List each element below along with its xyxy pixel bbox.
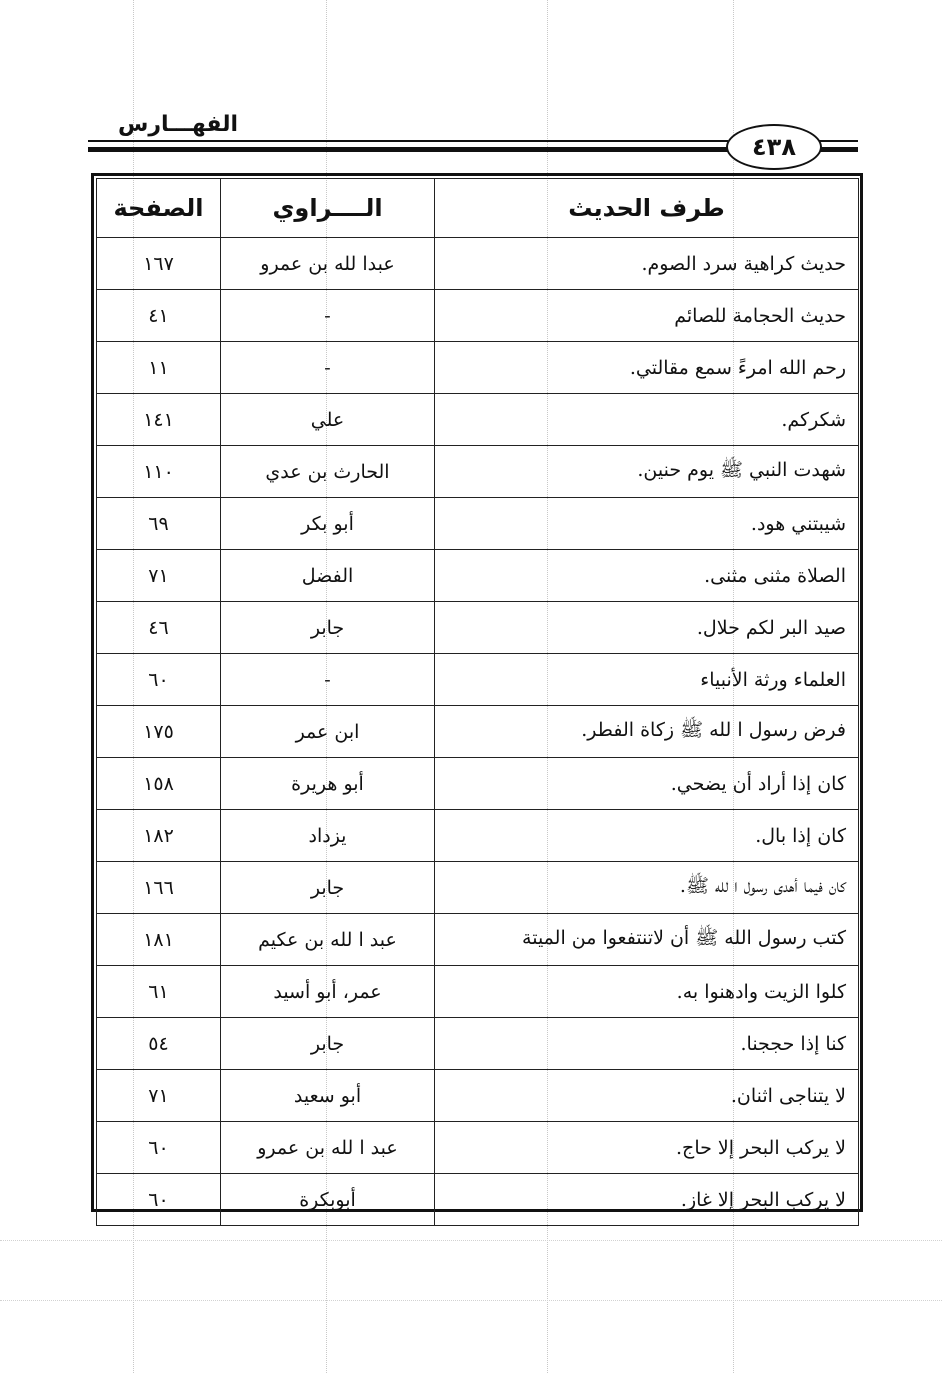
narrator-cell: يزداد	[221, 810, 435, 862]
scan-guide-line	[0, 1300, 942, 1301]
page-cell: ٥٤	[97, 1018, 221, 1070]
narrator-cell: أبو بكر	[221, 498, 435, 550]
narrator-cell: ابن عمر	[221, 706, 435, 758]
hadith-cell: كان فيما أهدى رسول ا لله ﷺ.	[435, 862, 859, 914]
page-number: ٤٣٨	[726, 124, 822, 170]
scan-guide-line	[0, 1240, 942, 1241]
page-header	[0, 0, 942, 175]
table-row	[97, 758, 859, 810]
table-row	[97, 498, 859, 550]
page-cell: ١٤١	[97, 394, 221, 446]
page-cell: ١١٠	[97, 446, 221, 498]
page-cell: ٤٦	[97, 602, 221, 654]
header-rule-thin	[88, 140, 728, 142]
page-cell: ٦١	[97, 966, 221, 1018]
narrator-cell: جابر	[221, 1018, 435, 1070]
hadith-cell: كان إذا بال.	[435, 810, 859, 862]
page-cell: ٧١	[97, 1070, 221, 1122]
page-cell: ١١	[97, 342, 221, 394]
hadith-cell: رحم الله امرءً سمع مقالتي.	[435, 342, 859, 394]
hadith-cell: الصلاة مثنى مثنى.	[435, 550, 859, 602]
narrator-cell: عبد ا لله بن عكيم	[221, 914, 435, 966]
table-row	[97, 1018, 859, 1070]
narrator-cell: أبو سعيد	[221, 1070, 435, 1122]
page-cell: ٤١	[97, 290, 221, 342]
table-row	[97, 966, 859, 1018]
table-row	[97, 1122, 859, 1174]
narrator-cell: علي	[221, 394, 435, 446]
narrator-cell: -	[221, 290, 435, 342]
table-row	[97, 1174, 859, 1226]
table-row	[97, 394, 859, 446]
narrator-cell: جابر	[221, 862, 435, 914]
page-cell: ١٨٢	[97, 810, 221, 862]
page-cell: ٦٠	[97, 1122, 221, 1174]
narrator-cell: الفضل	[221, 550, 435, 602]
table-row	[97, 654, 859, 706]
table-row	[97, 238, 859, 290]
hadith-cell: شكركم.	[435, 394, 859, 446]
table-row	[97, 446, 859, 498]
column-header-narrator: الــــراوي	[221, 179, 435, 238]
narrator-cell: جابر	[221, 602, 435, 654]
hadith-cell: لا يركب البحر إلا غاز.	[435, 1174, 859, 1226]
hadith-cell: كان إذا أراد أن يضحي.	[435, 758, 859, 810]
hadith-cell: حديث الحجامة للصائم	[435, 290, 859, 342]
hadith-cell: العلماء ورثة الأنبياء	[435, 654, 859, 706]
narrator-cell: عمر، أبو أسيد	[221, 966, 435, 1018]
hadith-cell: شيبتني هود.	[435, 498, 859, 550]
hadith-cell: كلوا الزيت وادهنوا به.	[435, 966, 859, 1018]
hadith-index-table	[96, 178, 859, 1226]
page-cell: ١٦٦	[97, 862, 221, 914]
column-header-hadith: طرف الحديث	[435, 179, 859, 238]
page-cell: ١٥٨	[97, 758, 221, 810]
column-header-page: الصفحة	[97, 179, 221, 238]
narrator-cell: أبو هريرة	[221, 758, 435, 810]
page-cell: ١٦٧	[97, 238, 221, 290]
hadith-cell: فرض رسول ا لله ﷺ زكاة الفطر.	[435, 706, 859, 758]
narrator-cell: عبدا لله بن عمرو	[221, 238, 435, 290]
table-row	[97, 602, 859, 654]
hadith-cell: كنا إذا حججنا.	[435, 1018, 859, 1070]
hadith-cell: كتب رسول الله ﷺ أن لاتنتفعوا من الميتة	[435, 914, 859, 966]
table-row	[97, 706, 859, 758]
header-rule-thin-right	[818, 140, 858, 142]
table-row	[97, 1070, 859, 1122]
hadith-cell: حديث كراهية سرد الصوم.	[435, 238, 859, 290]
page-cell: ١٨١	[97, 914, 221, 966]
hadith-cell: صيد البر لكم حلال.	[435, 602, 859, 654]
hadith-cell: شهدت النبي ﷺ يوم حنين.	[435, 446, 859, 498]
page-cell: ٧١	[97, 550, 221, 602]
page-cell: ١٧٥	[97, 706, 221, 758]
page-cell: ٦٠	[97, 654, 221, 706]
table-row	[97, 342, 859, 394]
table-row	[97, 810, 859, 862]
narrator-cell: أبوبكرة	[221, 1174, 435, 1226]
page-cell: ٦٠	[97, 1174, 221, 1226]
hadith-index-table-frame	[91, 173, 863, 1212]
page-cell: ٦٩	[97, 498, 221, 550]
table-row	[97, 914, 859, 966]
narrator-cell: عبد ا لله بن عمرو	[221, 1122, 435, 1174]
table-header-row	[97, 179, 859, 238]
hadith-cell: لا يركب البحر إلا حاج.	[435, 1122, 859, 1174]
narrator-cell: -	[221, 342, 435, 394]
header-rule-thick-right	[818, 147, 858, 152]
hadith-cell: لا يتناجى اثنان.	[435, 1070, 859, 1122]
table-row	[97, 290, 859, 342]
table-row	[97, 550, 859, 602]
section-title: الفهـــارس	[118, 112, 239, 137]
narrator-cell: الحارث بن عدي	[221, 446, 435, 498]
table-row	[97, 862, 859, 914]
narrator-cell: -	[221, 654, 435, 706]
header-rule-thick	[88, 147, 728, 152]
